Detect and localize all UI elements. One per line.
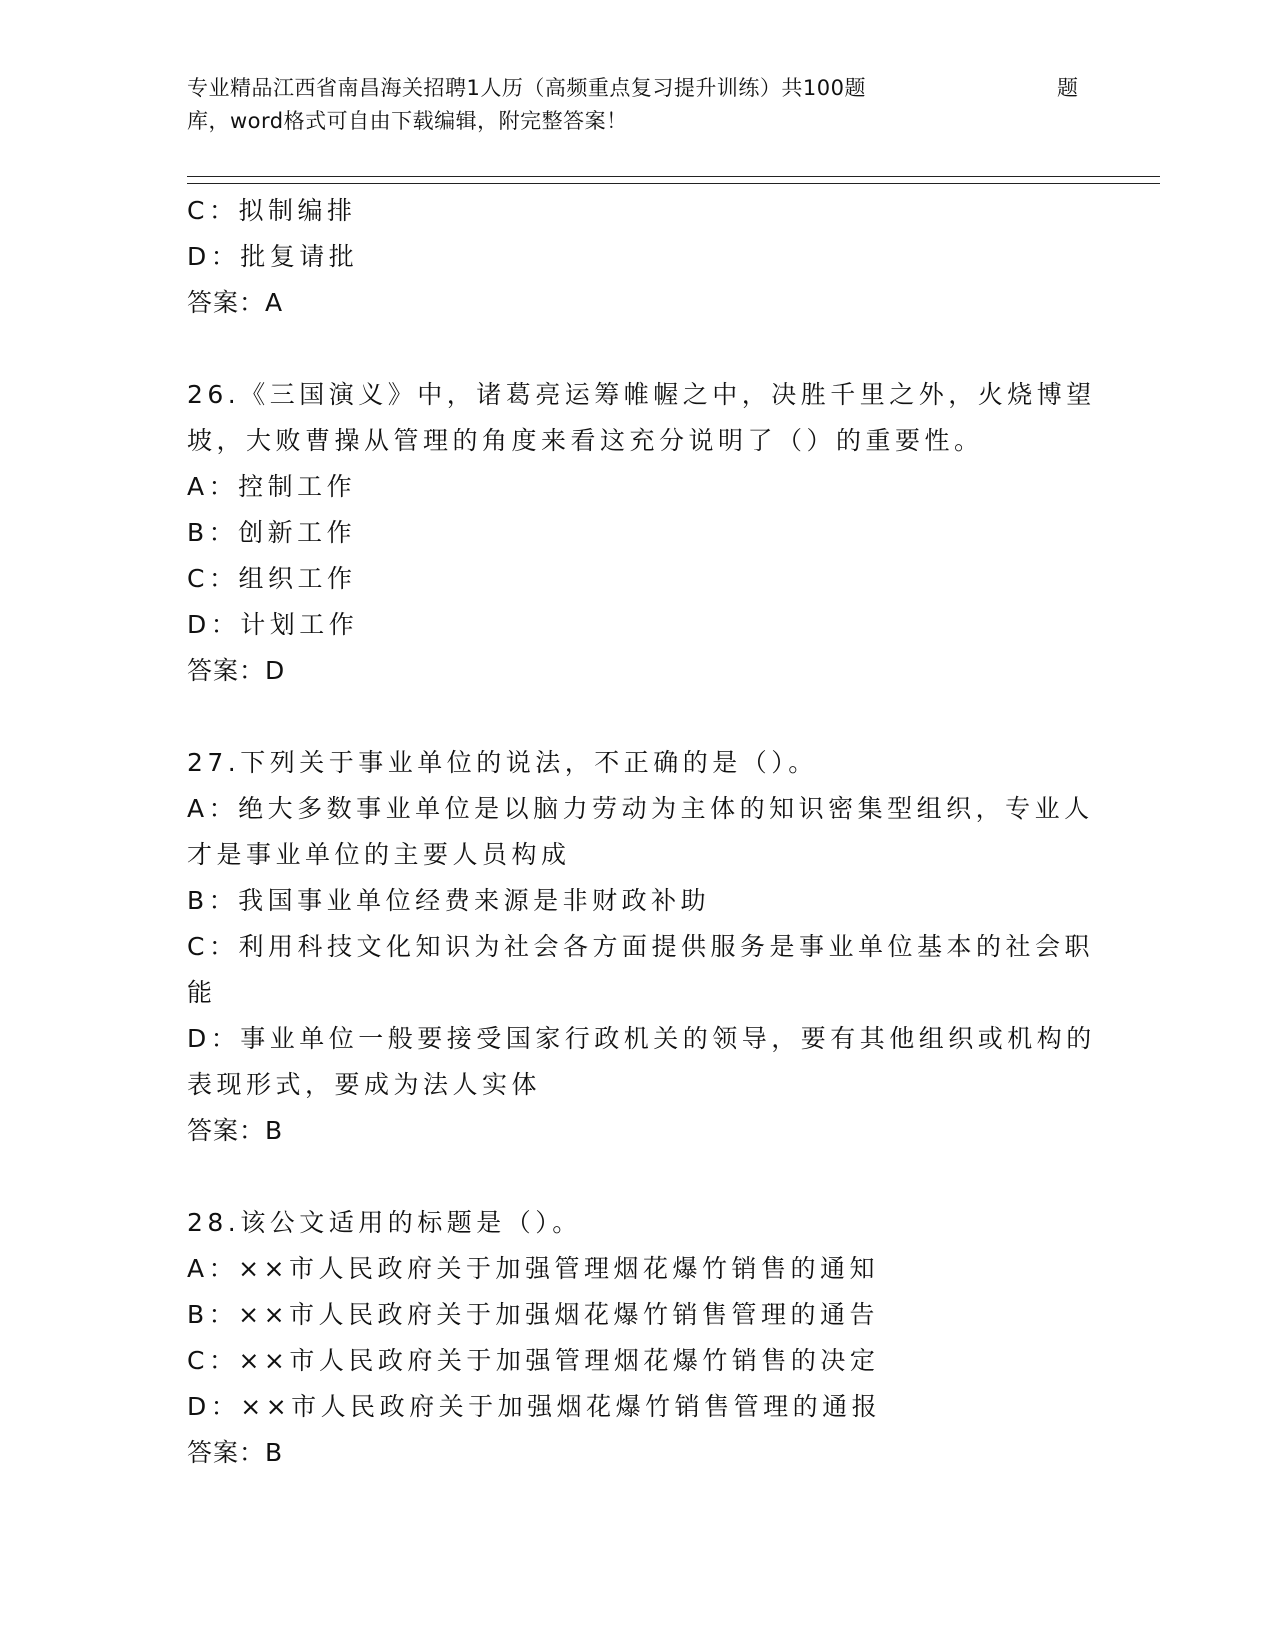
- option-c: C：利用科技文化知识为社会各方面提供服务是事业单位基本的社会职: [187, 932, 1094, 961]
- header-title-line-2: 库，word格式可自由下载编辑，附完整答案！: [187, 109, 628, 133]
- option-d: D：计划工作: [187, 610, 359, 639]
- option-d-continued: 表现形式，要成为法人实体: [187, 1070, 542, 1099]
- question-stem-line: 坡，大败曹操从管理的角度来看这充分说明了（）的重要性。: [187, 426, 984, 455]
- option-a: A：绝大多数事业单位是以脑力劳动为主体的知识密集型组织，专业人: [187, 794, 1094, 823]
- option-c: C：××市人民政府关于加强管理烟花爆竹销售的决定: [187, 1346, 880, 1375]
- spacer: [187, 1154, 1087, 1200]
- question-28: [187, 1200, 1087, 1476]
- answer-line: 答案：A: [187, 288, 284, 317]
- question-stem-line: 28.该公文适用的标题是（）。: [187, 1208, 582, 1237]
- question-27: [187, 740, 1096, 1154]
- question-stem-line: 27.下列关于事业单位的说法，不正确的是（）。: [187, 748, 818, 777]
- page-header: [187, 72, 1087, 138]
- option-b: B：创新工作: [187, 518, 357, 547]
- answer-line: 答案：B: [187, 1438, 284, 1467]
- header-title-line-1: 专业精品江西省南昌海关招聘1人历（高频重点复习提升训练）共100题: [187, 76, 866, 100]
- option-a-continued: 才是事业单位的主要人员构成: [187, 840, 571, 869]
- question-26: [187, 372, 1096, 694]
- option-b: B：我国事业单位经费来源是非财政补助: [187, 886, 711, 915]
- option-b: B：××市人民政府关于加强烟花爆竹销售管理的通告: [187, 1300, 880, 1329]
- question-stem-line: 26.《三国演义》中，诸葛亮运筹帷幄之中，决胜千里之外，火烧博望: [187, 380, 1096, 409]
- question-list: [187, 188, 1096, 1476]
- option-d: D：事业单位一般要接受国家行政机关的领导，要有其他组织或机构的: [187, 1024, 1096, 1053]
- answer-line: 答案：B: [187, 1116, 284, 1145]
- option-d: D：批复请批: [187, 242, 359, 271]
- option-c-continued: 能: [187, 978, 217, 1007]
- option-d: D：××市人民政府关于加强烟花爆竹销售管理的通报: [187, 1392, 882, 1421]
- spacer: [187, 326, 1087, 372]
- option-c: C：拟制编排: [187, 196, 357, 225]
- option-a: A：控制工作: [187, 472, 357, 501]
- header-title-tail: 题: [1057, 76, 1079, 100]
- answer-line: 答案：D: [187, 656, 286, 685]
- header-double-rule: [187, 176, 1160, 184]
- option-c: C：组织工作: [187, 564, 357, 593]
- question-25-continuation: [187, 188, 1087, 326]
- option-a: A：××市人民政府关于加强管理烟花爆竹销售的通知: [187, 1254, 879, 1283]
- spacer: [187, 694, 1087, 740]
